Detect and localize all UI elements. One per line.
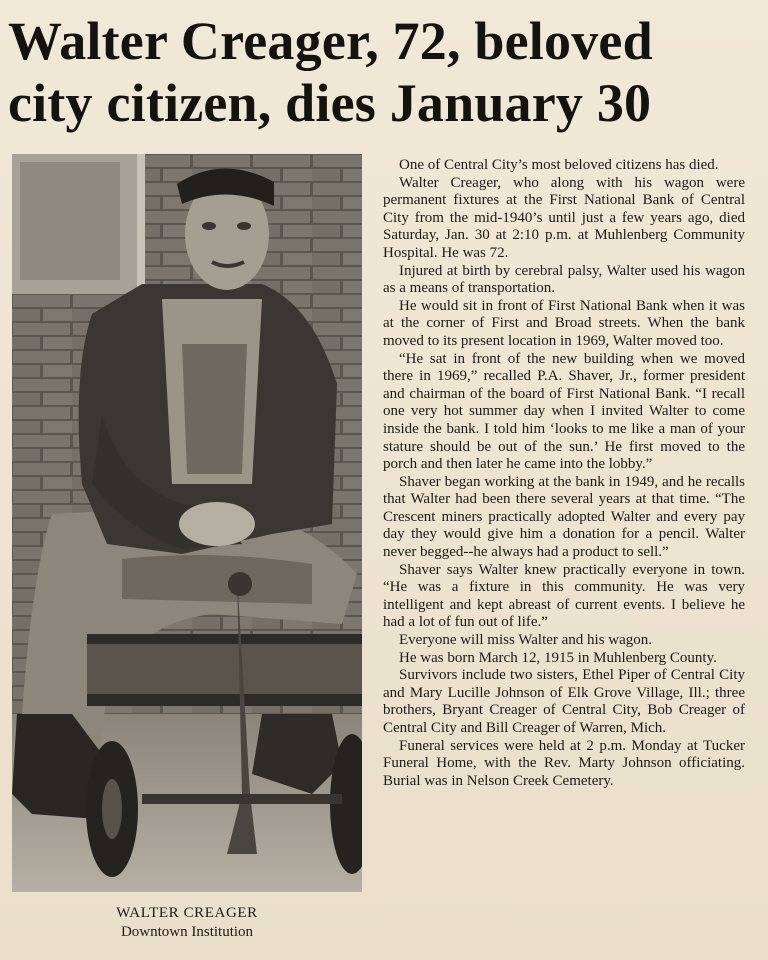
obituary-photo (12, 154, 362, 892)
article-paragraph: He would sit in front of First National Bank when it was at the corner of First and Broad streets. When the bank moved to its present location in 1969, Walter moved too. (383, 297, 745, 349)
headline-line-1: Walter Creager, 72, beloved (8, 11, 653, 71)
article-paragraph: Injured at birth by cerebral palsy, Walter used his wagon as a means of transportation. (383, 262, 745, 297)
article-paragraph: Funeral services were held at 2 p.m. Monday at Tucker Funeral Home, with the Rev. Marty Johnson officiating. Burial was in Nelson Creek Cemetery. (383, 737, 745, 789)
headline-line-2: city citizen, dies January 30 (8, 73, 652, 133)
article-paragraph: One of Central City’s most beloved citizens has died. (399, 157, 719, 173)
article-paragraph: Walter Creager, who along with his wagon were permanent fixtures at the First National Bank of Central City from the mid-1940’s until just a few years ago, died Saturday, Jan. 30 at 2:10 p.m. at Muhlenberg Community Hospital. He was 72. (383, 174, 745, 261)
article-paragraph: Shaver says Walter knew practically everyone in town. “He was a fixture in this community. He was very intelligent and kept abreast of current events. I believe he had a lot of fun out of life.” (383, 561, 745, 631)
article-paragraph: Everyone will miss Walter and his wagon. (399, 632, 653, 649)
photo-caption (12, 904, 362, 942)
article-paragraph: Shaver began working at the bank in 1949, and he recalls that Walter had been there several years at that time. “The Crescent miners practically adopted Walter and every pay day they would give him a donation for a pencil. Walter never begged--he always had a product to sell.” (383, 473, 745, 561)
newspaper-photo-man-on-wagon-icon (12, 154, 362, 892)
article-body (383, 157, 745, 790)
article-paragraph: He was born March 12, 1915 in Muhlenberg County. (399, 649, 717, 666)
caption-name: WALTER CREAGER (116, 905, 258, 921)
caption-subtitle: Downtown Institution (120, 924, 254, 940)
article-paragraph: “He sat in front of the new building when we moved there in 1969,” recalled P.A. Shaver, Jr., former president and chairman of the board of First National Bank. “I recall one very hot summer day when I invited Walter to come inside the bank. I told him ‘looks to me like a man of your stature should be out of the sun.’ He first moved to the porch and then later he came into the lobby.” (383, 350, 745, 473)
headline (8, 10, 758, 134)
article-paragraph: Survivors include two sisters, Ethel Piper of Central City and Mary Lucille Johnson of Elk Grove Village, Ill.; three brothers, Bryant Creager of Central City, Bob Creager of Central City and Bill Creager of Warren, Mich. (383, 667, 745, 736)
